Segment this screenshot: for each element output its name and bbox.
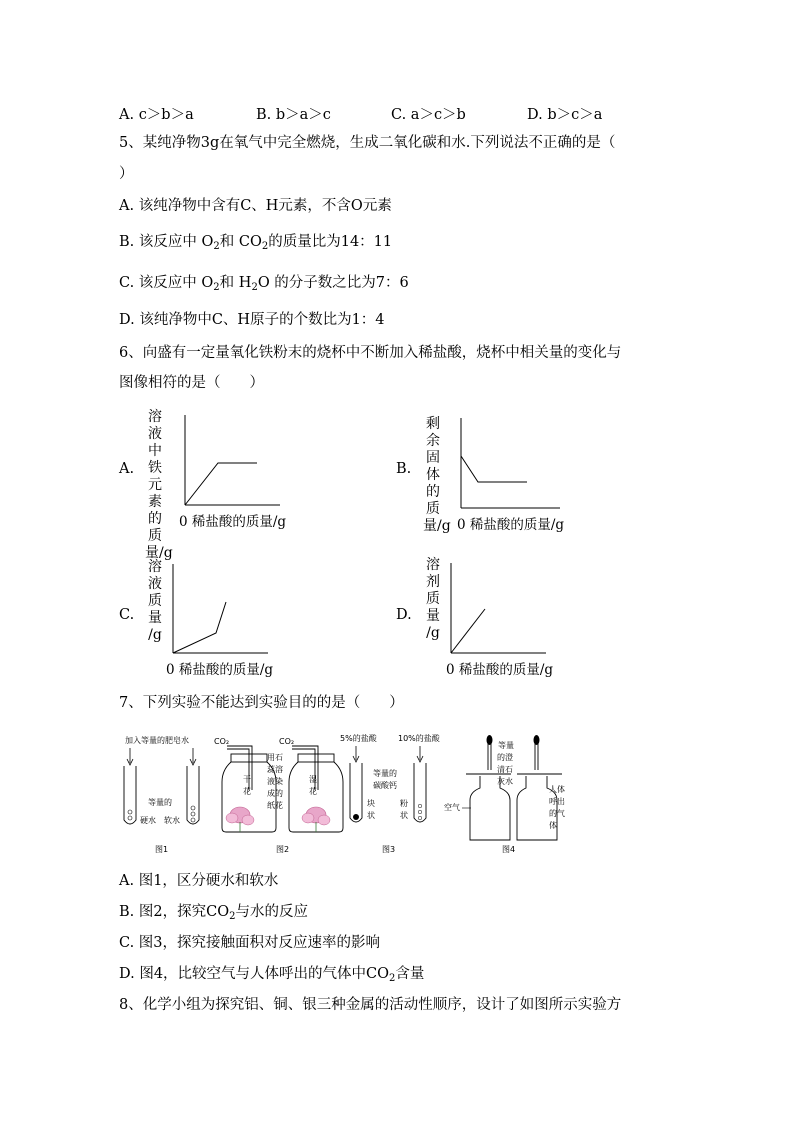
graph-a-ylabel-1: 溶液 bbox=[148, 409, 162, 442]
fig1-soft-label: 软水 bbox=[164, 816, 180, 825]
graph-d-ylabel-4: 量 bbox=[426, 608, 440, 624]
q4-option-a: A. c＞b＞a bbox=[119, 107, 194, 123]
fig4-breath-3: 的气 bbox=[549, 809, 565, 818]
fig2-note-4: 成的 bbox=[267, 789, 283, 798]
q7-option-a: A. 图1，区分硬水和软水 bbox=[119, 873, 279, 889]
graph-a-letter: A. bbox=[119, 461, 135, 477]
graph-c-ylabel-1: 溶 bbox=[148, 559, 162, 575]
fig3-acid1: 5%的盐酸 bbox=[340, 734, 377, 743]
fig1-caption: 图1 bbox=[155, 845, 169, 854]
q7-option-c: C. 图3，探究接触面积对反应速率的影响 bbox=[119, 935, 381, 951]
q5-c-pre: C. 该反应中 O bbox=[119, 275, 214, 291]
graph-c-letter: C. bbox=[119, 607, 135, 623]
fig2-wet-2: 花 bbox=[309, 787, 317, 796]
q5-b-pre: B. 该反应中 O bbox=[119, 234, 214, 250]
q4-option-c: C. a＞c＞b bbox=[391, 107, 466, 123]
fig3-lump-1: 块 bbox=[367, 799, 375, 808]
q7-d-pre: D. 图4，比较空气与人体呼出的气体中CO bbox=[119, 966, 390, 982]
fig3-mid-1: 等量的 bbox=[373, 769, 397, 778]
graph-a-ylabel-2: 中铁 bbox=[148, 443, 162, 476]
q5-stem-line2: ） bbox=[119, 166, 134, 182]
q7-b-pre: B. 图2，探究CO bbox=[119, 904, 230, 920]
q5-option-d: D. 该纯净物中C、H原子的个数比为1：4 bbox=[119, 312, 385, 328]
q5-c-mid: 和 H bbox=[219, 275, 252, 291]
fig3-powder-1: 粉 bbox=[400, 799, 408, 808]
fig2-co2-left: CO₂ bbox=[214, 737, 230, 746]
graph-d-ylabel-2: 剂 bbox=[426, 574, 440, 590]
q4-option-b: B. b＞a＞c bbox=[256, 107, 331, 123]
q7-b-sub: 2 bbox=[229, 911, 236, 922]
q6-stem-line2: 图像相符的是（ ） bbox=[119, 375, 264, 391]
graph-b-xlabel: 0 稀盐酸的质量/g bbox=[457, 517, 565, 533]
graph-b-ylabel-1: 剩余 bbox=[426, 416, 440, 449]
fig2-note-5: 纸花 bbox=[267, 801, 283, 810]
graph-b-ylabel-2: 固体 bbox=[426, 450, 440, 483]
fig2-caption: 图2 bbox=[276, 845, 290, 854]
graph-c-ylabel-4: 量 bbox=[148, 610, 162, 626]
q5-b-post: 的质量比为14：11 bbox=[268, 234, 393, 250]
q5-c-sub1: 2 bbox=[213, 282, 220, 293]
q5-c-sub2: 2 bbox=[251, 282, 258, 293]
q5-b-mid: 和 CO bbox=[219, 234, 262, 250]
graph-d-letter: D. bbox=[396, 607, 412, 623]
fig2-co2-right: CO₂ bbox=[279, 737, 295, 746]
graph-b-ylabel-3: 的质 bbox=[426, 484, 440, 517]
fig4-caption: 图4 bbox=[502, 845, 516, 854]
fig4-top-1: 等量 bbox=[498, 741, 514, 750]
graph-c-ylabel-2: 液 bbox=[148, 576, 162, 592]
fig4-breath-4: 体 bbox=[549, 821, 557, 830]
q4-option-d: D. b＞c＞a bbox=[527, 107, 603, 123]
graph-b-ylabel-4: 量/g bbox=[423, 518, 451, 534]
q8-stem-line1: 8、化学小组为探究铝、铜、银三种金属的活动性顺序，设计了如图所示实验方 bbox=[119, 997, 622, 1013]
fig4-air-label: 空气 bbox=[444, 803, 460, 812]
fig1-mid-label: 等量的 bbox=[148, 798, 172, 807]
graph-a-ylabel-5: 量/g bbox=[145, 545, 173, 561]
graph-c-xlabel: 0 稀盐酸的质量/g bbox=[166, 662, 274, 678]
fig2-note-3: 液染 bbox=[267, 777, 283, 786]
graph-d-ylabel-1: 溶 bbox=[426, 557, 440, 573]
q7-option-d bbox=[119, 964, 424, 989]
fig2-note-1: 用石 bbox=[267, 753, 283, 762]
fig4-breath-1: 人体 bbox=[549, 785, 565, 794]
graph-d-xlabel: 0 稀盐酸的质量/g bbox=[446, 662, 554, 678]
q7-b-post: 与水的反应 bbox=[235, 904, 308, 920]
q5-option-a: A. 该纯净物中含有C、H元素，不含O元素 bbox=[119, 198, 392, 214]
fig4-top-3: 清石 bbox=[497, 765, 513, 774]
fig3-acid2: 10%的盐酸 bbox=[398, 734, 440, 743]
fig3-mid-2: 碳酸钙 bbox=[373, 781, 397, 790]
q6-stem-line1: 6、向盛有一定量氧化铁粉末的烧杯中不断加入稀盐酸，烧杯中相关量的变化与 bbox=[119, 345, 622, 361]
fig2-dry-2: 花 bbox=[243, 787, 251, 796]
fig4-top-2: 的澄 bbox=[497, 753, 513, 762]
fig4-breath-2: 呼出 bbox=[549, 797, 565, 806]
q5-c-post: O 的分子数之比为7：6 bbox=[257, 275, 409, 291]
graph-c-ylabel-3: 质 bbox=[148, 593, 162, 609]
graph-a-ylabel-4: 的质 bbox=[148, 511, 162, 544]
fig1-top-label: 加入等量的肥皂水 bbox=[125, 736, 189, 745]
q7-d-sub: 2 bbox=[389, 973, 396, 984]
graph-c-ylabel-5: /g bbox=[148, 627, 162, 643]
graph-d-ylabel-5: /g bbox=[426, 625, 440, 641]
q5-stem-line1: 5、某纯净物3g在氧气中完全燃烧，生成二氧化碳和水.下列说法不正确的是（ bbox=[119, 135, 616, 151]
graph-d-ylabel-3: 质 bbox=[426, 591, 440, 607]
fig3-caption: 图3 bbox=[382, 845, 396, 854]
fig2-note-2: 蕊溶 bbox=[267, 765, 283, 774]
q7-d-post: 含量 bbox=[395, 966, 425, 982]
fig1-hard-label: 硬水 bbox=[140, 816, 156, 825]
q7-option-b bbox=[119, 902, 308, 927]
graph-b-letter: B. bbox=[396, 461, 412, 477]
fig3-lump-2: 状 bbox=[367, 811, 375, 820]
q5-b-sub1: 2 bbox=[213, 241, 220, 252]
q7-stem: 7、下列实验不能达到实验目的的是（ ） bbox=[119, 695, 404, 711]
q5-b-sub2: 2 bbox=[261, 241, 269, 252]
fig2-wet-1: 湿 bbox=[309, 775, 317, 784]
fig2-dry-1: 干 bbox=[243, 775, 251, 784]
fig3-powder-2: 状 bbox=[400, 811, 408, 820]
fig4-top-4: 灰水 bbox=[497, 777, 513, 786]
graph-a-xlabel: 0 稀盐酸的质量/g bbox=[179, 514, 287, 530]
graph-a-ylabel-3: 元素 bbox=[148, 477, 162, 510]
